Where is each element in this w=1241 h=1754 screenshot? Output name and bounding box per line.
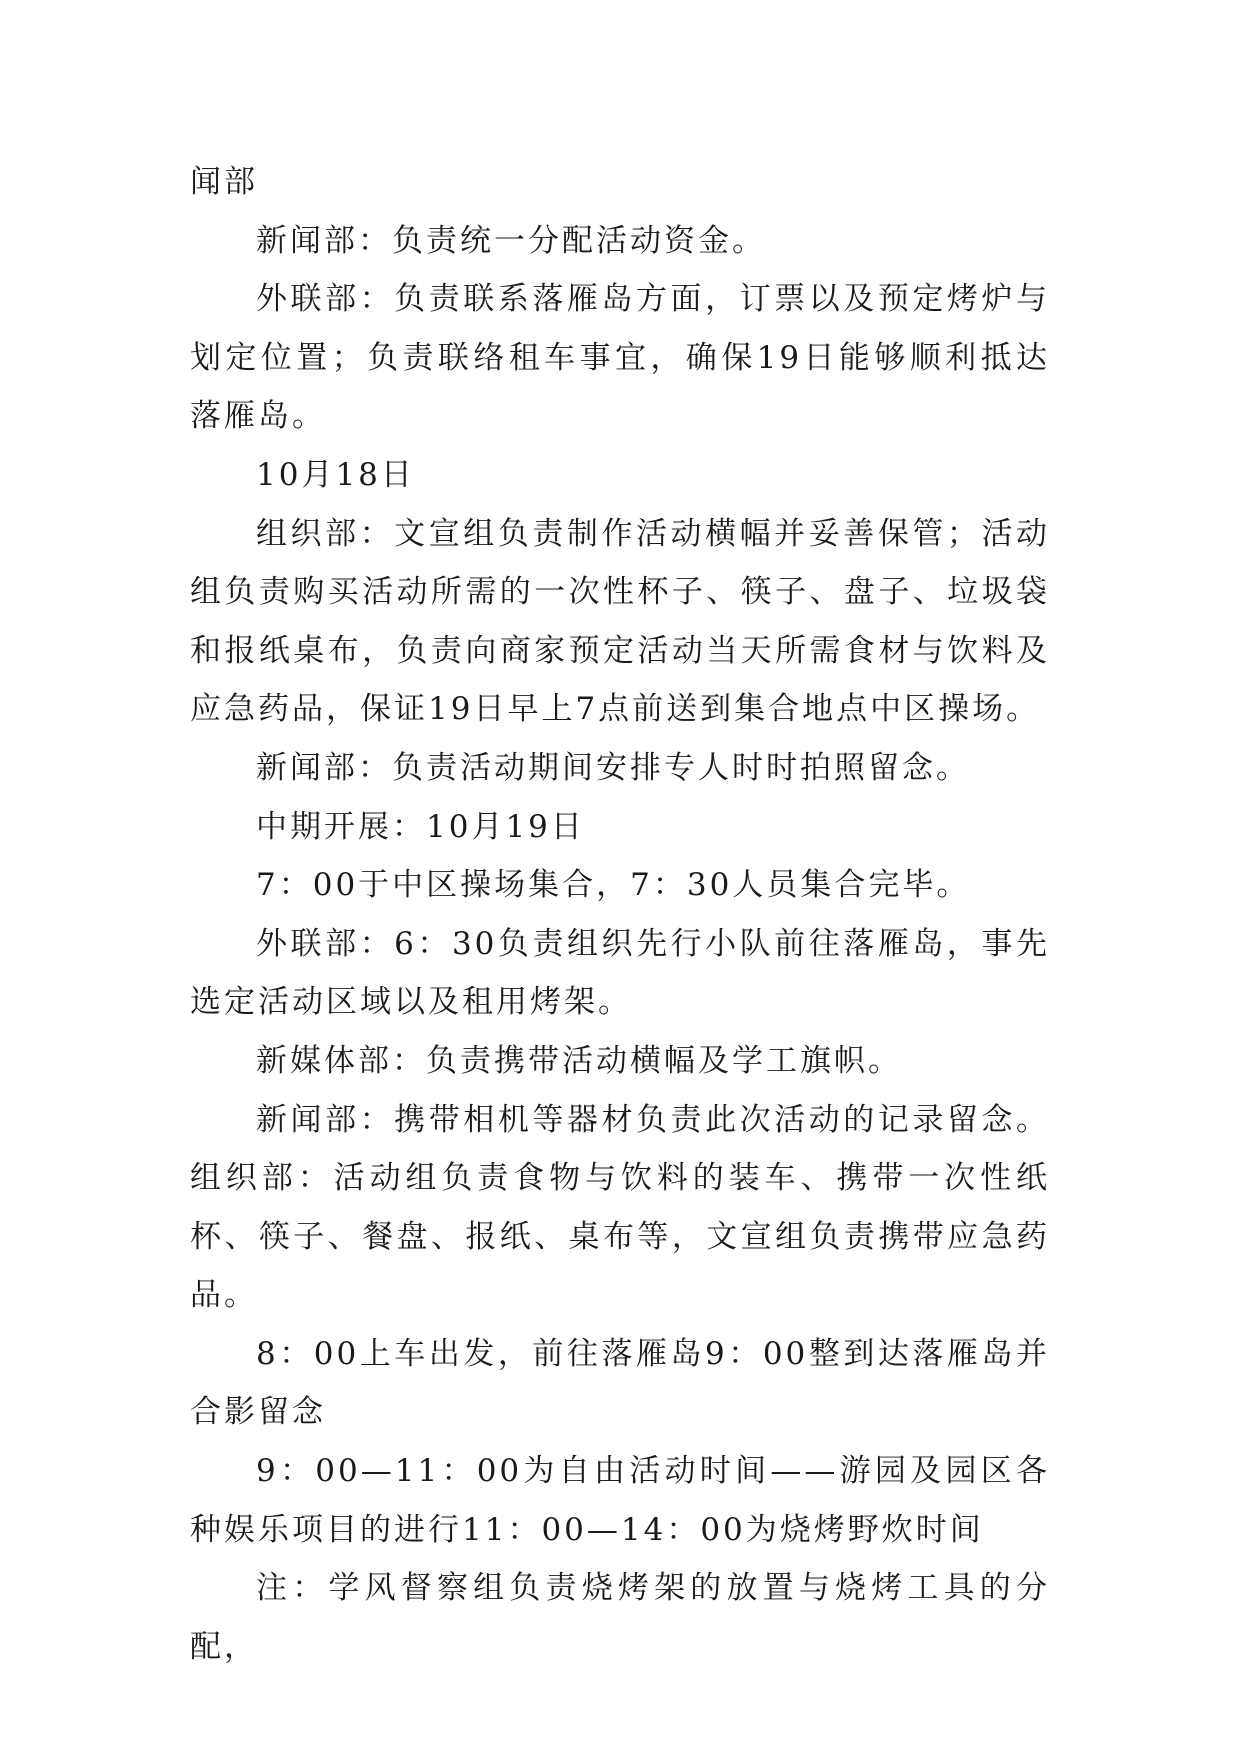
paragraph: 组织部：文宣组负责制作活动横幅并妥善保管；活动组负责购买活动所需的一次性杯子、筷子、盘子、垃圾袋和报纸桌布，负责向商家预定活动当天所需食材与饮料及应急药品，保证19日早上7点前送到集合地点中区操场。 xyxy=(190,515,1050,728)
paragraph: 10月18日 xyxy=(256,456,415,493)
paragraph: 外联部：负责联系落雁岛方面，订票以及预定烤炉与划定位置；负责联络租车事宜，确保19日能够顺利抵达落雁岛。 xyxy=(190,281,1050,435)
paragraph: 8：00上车出发，前往落雁岛9：00整到达落雁岛并合影留念 xyxy=(190,1335,1050,1431)
paragraph: 注：学风督察组负责烧烤架的放置与烧烤工具的分配， xyxy=(190,1570,1050,1665)
paragraph: 新媒体部：负责携带活动横幅及学工旗帜。 xyxy=(256,1042,902,1079)
paragraph: 新闻部：负责统一分配活动资金。 xyxy=(256,222,766,259)
paragraph: 闻部 xyxy=(190,164,258,200)
paragraph: 7：00于中区操场集合，7：30人员集合完毕。 xyxy=(256,867,971,904)
paragraph: 新闻部：携带相机等器材负责此次活动的记录留念。组织部：活动组负责食物与饮料的装车、携带一次性纸杯、筷子、餐盘、报纸、桌布等，文宣组负责携带应急药品。 xyxy=(190,1101,1050,1314)
paragraph: 9：00—11：00为自由活动时间——游园及园区各种娱乐项目的进行11：00—14：00为烧烤野炊时间 xyxy=(190,1453,1050,1548)
paragraph: 中期开展：10月19日 xyxy=(256,808,585,845)
document-body xyxy=(190,153,1050,1676)
paragraph: 新闻部：负责活动期间安排专人时时拍照留念。 xyxy=(256,749,970,786)
paragraph: 外联部：6：30负责组织先行小队前往落雁岛，事先选定活动区域以及租用烤架。 xyxy=(190,925,1050,1021)
